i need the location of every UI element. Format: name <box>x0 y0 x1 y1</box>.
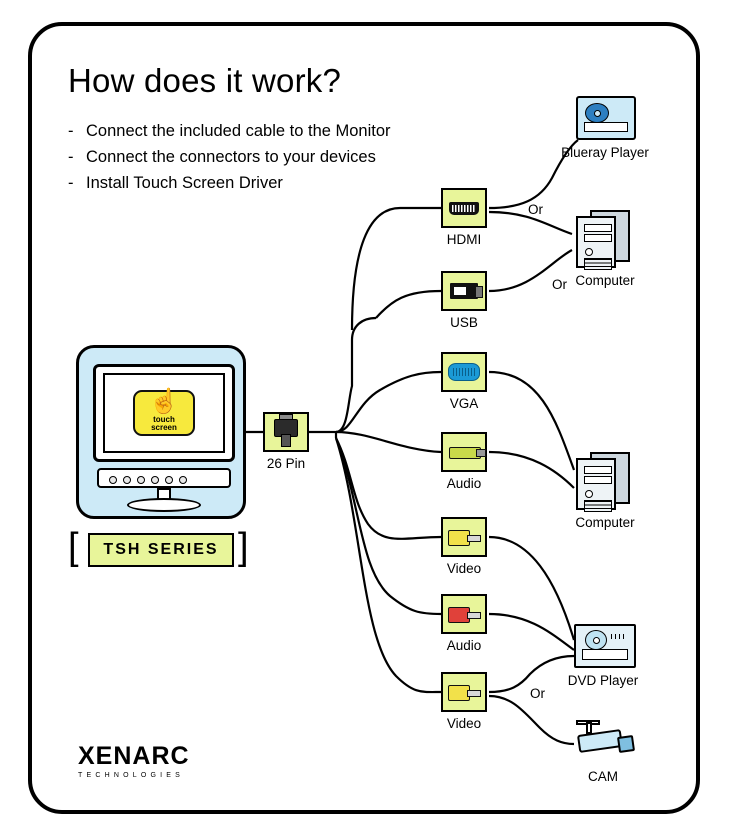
monitor-button-dot <box>165 476 173 484</box>
vga-connector-icon <box>448 363 480 381</box>
device-dvd-player <box>567 624 658 688</box>
device-cam <box>574 720 658 784</box>
xenarc-logo <box>78 742 250 779</box>
connector-label-video-1: Video <box>446 561 482 576</box>
26-pin-connector-icon <box>274 419 298 445</box>
page-title: How does it work? <box>68 62 342 99</box>
connector-usb <box>441 271 512 330</box>
connector-label-video-2: Video <box>446 716 482 731</box>
bullet-dash: - <box>68 148 74 166</box>
connector-tile <box>441 271 487 311</box>
device-label-blueray: Blueray Player <box>561 145 649 160</box>
bullet-dash: - <box>68 122 74 140</box>
instruction-item-2 <box>68 148 376 167</box>
instruction-item-3 <box>68 174 283 193</box>
connector-label-26-pin: 26 Pin <box>266 456 306 471</box>
monitor-stand-base <box>127 498 201 512</box>
hand-pointer-icon: ☝ <box>149 388 179 415</box>
monitor-screen-bezel <box>93 364 235 462</box>
connector-tile <box>441 517 487 557</box>
instruction-text-3: Install Touch Screen Driver <box>86 174 283 192</box>
touch-badge-line1: touch <box>153 415 175 424</box>
device-computer-2 <box>576 452 660 530</box>
touch-screen-badge <box>133 390 195 436</box>
computer-tower-icon <box>576 452 632 510</box>
hdmi-connector-icon <box>449 202 479 215</box>
monitor-screen <box>103 373 225 453</box>
series-bracket-left: [ <box>68 526 79 568</box>
monitor-button-dot <box>137 476 145 484</box>
connector-label-vga: VGA <box>449 396 479 411</box>
monitor-button-strip <box>97 468 231 488</box>
series-bracket-right: ] <box>238 526 249 568</box>
connector-video-rca-1 <box>441 517 512 576</box>
or-label-3: Or <box>530 686 545 701</box>
connector-audio-jack <box>441 432 512 491</box>
device-computer-1 <box>576 210 660 288</box>
dvd-player-icon <box>574 624 636 668</box>
connector-vga <box>441 352 512 411</box>
audio-jack-icon <box>449 447 479 457</box>
device-label-computer-2: Computer <box>575 515 635 530</box>
or-label-1: Or <box>528 202 543 217</box>
connector-audio-rca <box>441 594 512 653</box>
computer-tower-icon <box>576 210 632 268</box>
monitor-button-dot <box>123 476 131 484</box>
bullet-dash: - <box>68 174 74 192</box>
connector-label-audio-jack: Audio <box>446 476 482 491</box>
rca-audio-red-white-icon <box>448 607 480 621</box>
connector-video-rca-2 <box>441 672 512 731</box>
device-label-dvd: DVD Player <box>567 673 639 688</box>
connector-tile <box>441 352 487 392</box>
touch-badge-line2: screen <box>151 423 177 432</box>
connector-label-hdmi: HDMI <box>446 232 482 247</box>
device-blueray-player <box>561 96 660 160</box>
or-label-2: Or <box>552 277 567 292</box>
monitor-button-dot <box>179 476 187 484</box>
connector-hdmi <box>441 188 512 247</box>
connector-label-audio-rca: Audio <box>446 638 482 653</box>
monitor-button-dot <box>109 476 117 484</box>
monitor-button-dot <box>151 476 159 484</box>
series-badge: TSH SERIES <box>88 533 234 567</box>
bluray-player-icon <box>576 96 636 140</box>
connector-label-usb: USB <box>450 315 478 330</box>
usb-connector-icon <box>450 283 478 299</box>
instruction-text-2: Connect the connectors to your devices <box>86 148 376 166</box>
connector-tile <box>441 188 487 228</box>
connector-tile <box>441 672 487 712</box>
camera-icon <box>574 720 636 764</box>
logo-wordmark: XENARC <box>78 742 190 770</box>
tsh-monitor-illustration <box>76 345 246 519</box>
rca-video-yellow-icon <box>448 685 480 699</box>
connector-tile <box>441 432 487 472</box>
logo-tagline: TECHNOLOGIES <box>78 772 185 779</box>
connector-tile <box>441 594 487 634</box>
instruction-item-1 <box>68 122 391 141</box>
instruction-text-1: Connect the included cable to the Monitor <box>86 122 391 140</box>
device-label-cam: CAM <box>588 769 618 784</box>
device-label-computer-1: Computer <box>575 273 635 288</box>
connector-tile <box>263 412 309 452</box>
rca-video-yellow-icon <box>448 530 480 544</box>
connector-26-pin <box>263 412 334 471</box>
